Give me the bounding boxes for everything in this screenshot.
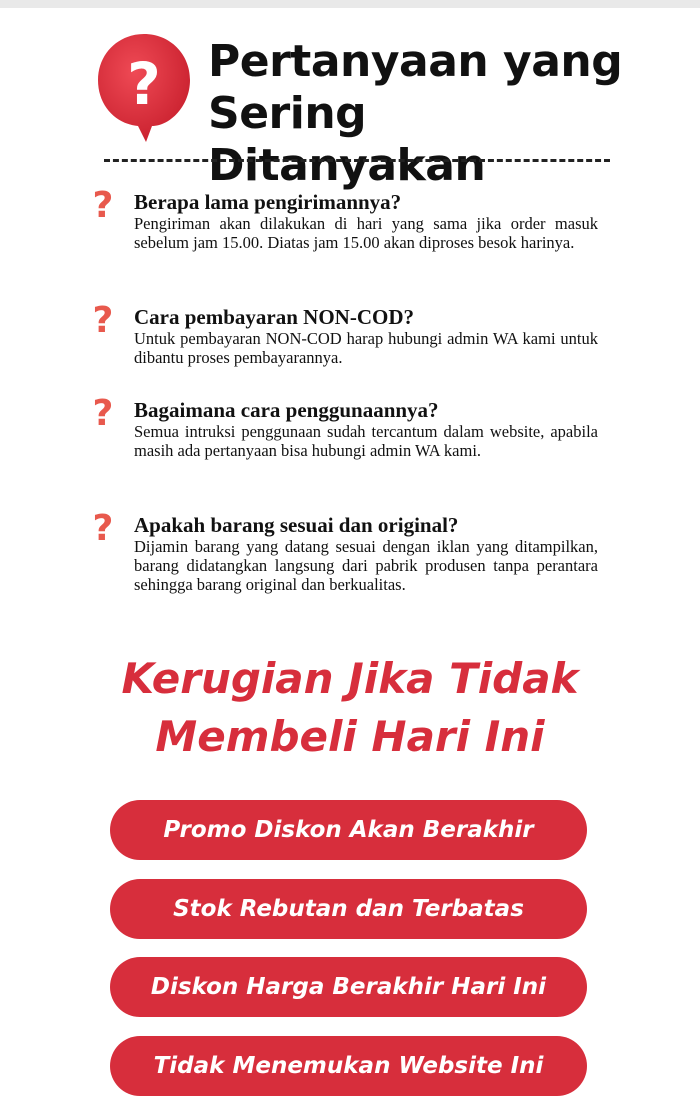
faq-answer: Dijamin barang yang datang sesuai dengan iklan yang ditampilkan, barang didatangkan langsung dari pabrik produsen tanpa perantara sehingga barang original dan berkualitas.	[134, 537, 598, 594]
question-mark-icon: ?	[92, 393, 114, 434]
loss-pill-promo[interactable]: Promo Diskon Akan Berakhir	[110, 800, 587, 860]
faq-question: Bagaimana cara penggunaannya?	[134, 398, 439, 422]
loss-pill-stock[interactable]: Stok Rebutan dan Terbatas	[110, 879, 587, 939]
loss-heading-line-2: Membeli Hari Ini	[155, 712, 545, 761]
faq-title-line-2: Sering Ditanyakan	[208, 88, 486, 191]
question-mark-icon: ?	[92, 185, 114, 226]
faq-title-line-1: Pertanyaan yang	[208, 36, 623, 87]
loss-heading	[0, 650, 700, 766]
faq-answer: Untuk pembayaran NON-COD harap hubungi admin WA kami untuk dibantu proses pembayarannya.	[134, 329, 598, 367]
dashed-divider	[104, 159, 610, 162]
loss-heading-line-1: Kerugian Jika Tidak	[121, 654, 579, 703]
faq-question: Apakah barang sesuai dan original?	[134, 513, 459, 537]
faq-question: Berapa lama pengirimannya?	[134, 190, 402, 214]
question-mark-icon: ?	[92, 300, 114, 341]
loss-pill-discount[interactable]: Diskon Harga Berakhir Hari Ini	[110, 957, 587, 1017]
question-mark-icon: ?	[92, 508, 114, 549]
faq-answer: Semua intruksi penggunaan sudah tercantum dalam website, apabila masih ada pertanyaan bisa hubungi admin WA kami.	[134, 422, 598, 460]
top-status-strip	[0, 0, 700, 8]
bubble-glyph: ?	[127, 50, 161, 118]
loss-pill-website[interactable]: Tidak Menemukan Website Ini	[110, 1036, 587, 1096]
faq-answer: Pengiriman akan dilakukan di hari yang sama jika order masuk sebelum jam 15.00. Diatas jam 15.00 akan diproses besok harinya.	[134, 214, 598, 252]
faq-title	[208, 36, 628, 192]
question-bubble-icon	[96, 32, 192, 142]
faq-question: Cara pembayaran NON-COD?	[134, 305, 414, 329]
faq-header	[92, 30, 623, 191]
